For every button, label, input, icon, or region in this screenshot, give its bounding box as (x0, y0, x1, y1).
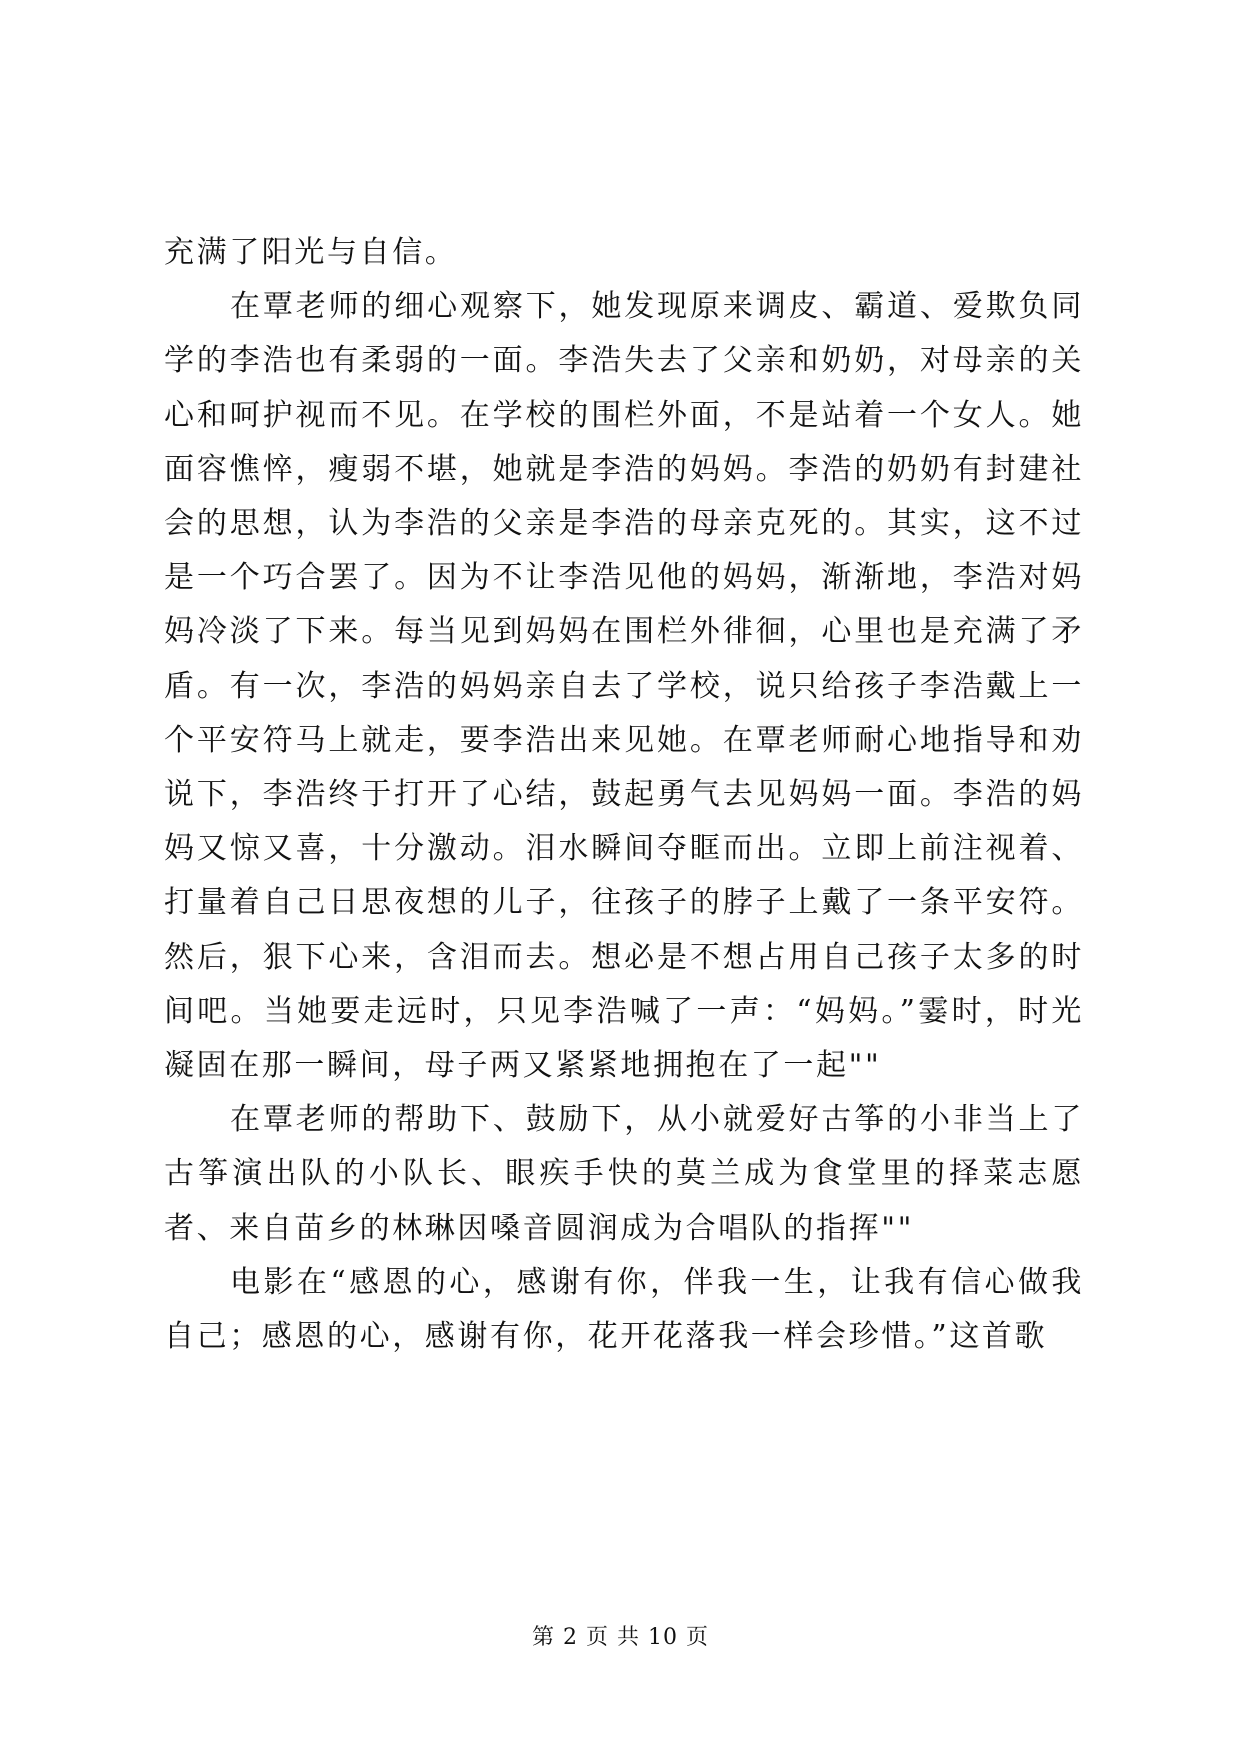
paragraph-3: 在覃老师的帮助下、鼓励下，从小就爱好古筝的小非当上了古筝演出队的小队长、眼疾手快的莫兰成为食堂里的择菜志愿者、来自苗乡的林琳因嗓音圆润成为合唱队的指挥"" (164, 1102, 1084, 1246)
paragraph-1: 充满了阳光与自信。 (164, 235, 458, 270)
paragraph-2: 在覃老师的细心观察下，她发现原来调皮、霸道、爱欺负同学的李浩也有柔弱的一面。李浩失去了父亲和奶奶，对母亲的关心和呵护视而不见。在学校的围栏外面，不是站着一个女人。她面容憔悴，瘦弱不堪，她就是李浩的妈妈。李浩的奶奶有封建社会的思想，认为李浩的父亲是李浩的母亲克死的。其实，这不过是一个巧合罢了。因为不让李浩见他的妈妈，渐渐地，李浩对妈妈冷淡了下来。每当见到妈妈在围栏外徘徊，心里也是充满了矛盾。有一次，李浩的妈妈亲自去了学校，说只给孩子李浩戴上一个平安符马上就走，要李浩出来见她。在覃老师耐心地指导和劝说下，李浩终于打开了心结，鼓起勇气去见妈妈一面。李浩的妈妈又惊又喜，十分激动。泪水瞬间夺眶而出。立即上前注视着、打量着自己日思夜想的儿子，往孩子的脖子上戴了一条平安符。然后，狠下心来，含泪而去。想必是不想占用自己孩子太多的时间吧。当她要走远时，只见李浩喊了一声：“妈妈。”霎时，时光凝固在那一瞬间，母子两又紧紧地拥抱在了一起"" (164, 289, 1084, 1084)
paragraph-4: 电影在“感恩的心，感谢有你，伴我一生，让我有信心做我自己；感恩的心，感谢有你，花开花落我一样会珍惜。”这首歌 (164, 1264, 1084, 1355)
page-footer: 第 2 页 共 10 页 (532, 1625, 709, 1650)
document-body (164, 226, 1084, 1364)
